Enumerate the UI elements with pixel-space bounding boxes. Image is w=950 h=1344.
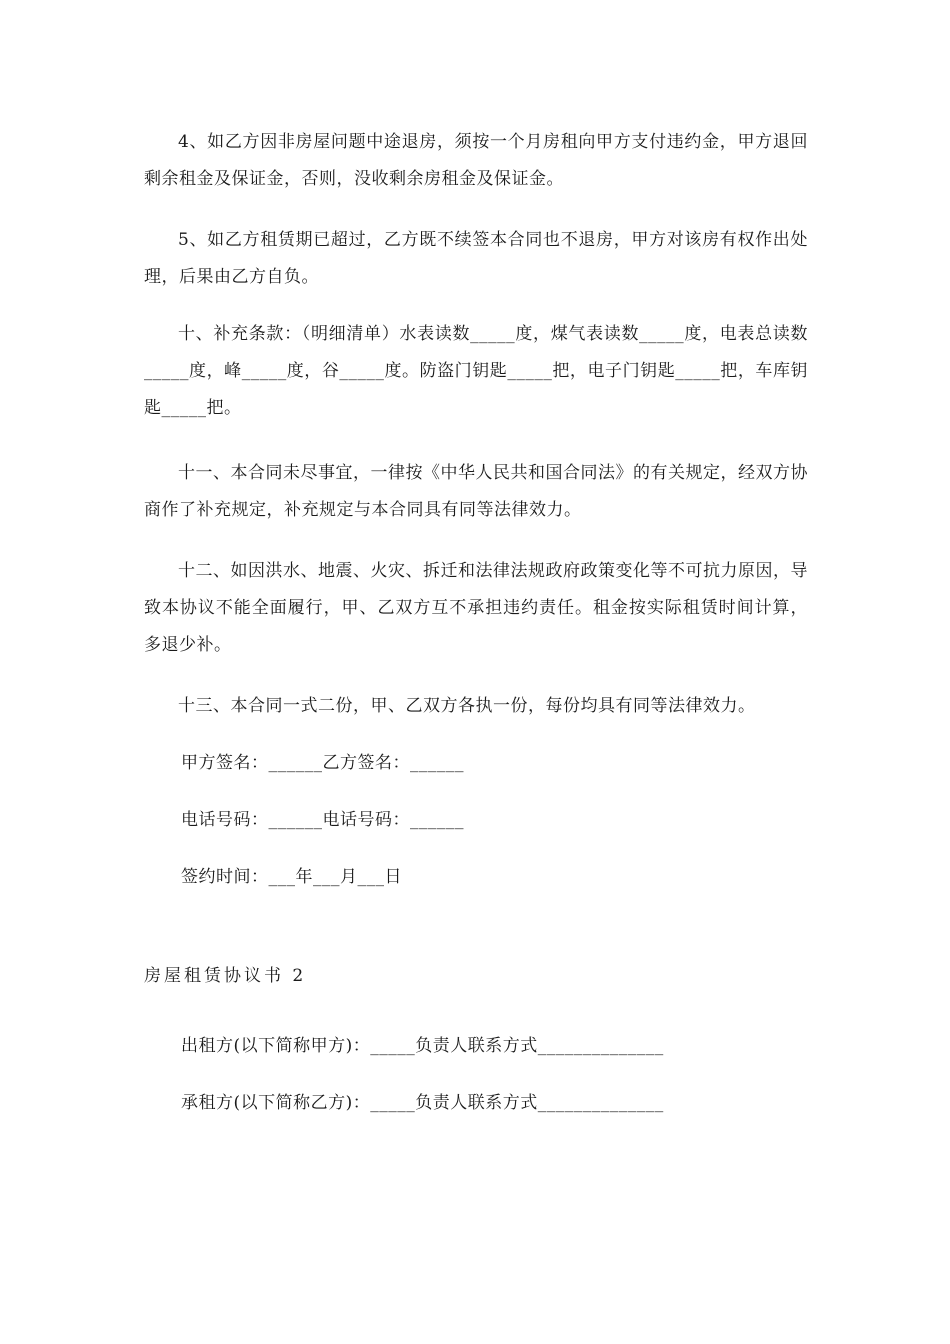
clause-10-supplementary-paragraph: 十、补充条款：（明细清单）水表读数_____度，煤气表读数_____度，电表总读数_____度，峰_____度，谷_____度。防盗门钥匙_____把，电子门钥匙_____把，车库钥匙_____把。 bbox=[144, 324, 808, 418]
clause-11-paragraph: 十一、本合同未尽事宜，一律按《中华人民共和国合同法》的有关规定，经双方协商作了补充规定，补充规定与本合同具有同等法律效力。 bbox=[144, 463, 808, 520]
phone-number-line: 电话号码：______电话号码：______ bbox=[181, 810, 464, 830]
lessee-line: 承租方(以下简称乙方)：_____负责人联系方式______________ bbox=[181, 1093, 664, 1113]
clause-13-paragraph: 十三、本合同一式二份，甲、乙双方各执一份，每份均具有同等法律效力。 bbox=[178, 696, 756, 716]
signature-line: 甲方签名：______乙方签名：______ bbox=[181, 753, 464, 773]
clause-12-force-majeure-paragraph: 十二、如因洪水、地震、火灾、拆迁和法律法规政府政策变化等不可抗力原因，导致本协议不能全面履行，甲、乙双方互不承担违约责任。租金按实际租赁时间计算，多退少补。 bbox=[144, 561, 808, 655]
clause-5-paragraph: 5、如乙方租赁期已超过，乙方既不续签本合同也不退房，甲方对该房有权作出处理，后果由乙方自负。 bbox=[144, 230, 808, 287]
clause-4-paragraph: 4、如乙方因非房屋问题中途退房，须按一个月房租向甲方支付违约金，甲方退回剩余租金及保证金，否则，没收剩余房租金及保证金。 bbox=[144, 132, 808, 189]
lessor-line: 出租方(以下简称甲方)：_____负责人联系方式______________ bbox=[181, 1036, 664, 1056]
signing-date-line: 签约时间：___年___月___日 bbox=[181, 867, 402, 887]
section-title: 房屋租赁协议书 2 bbox=[144, 966, 307, 986]
